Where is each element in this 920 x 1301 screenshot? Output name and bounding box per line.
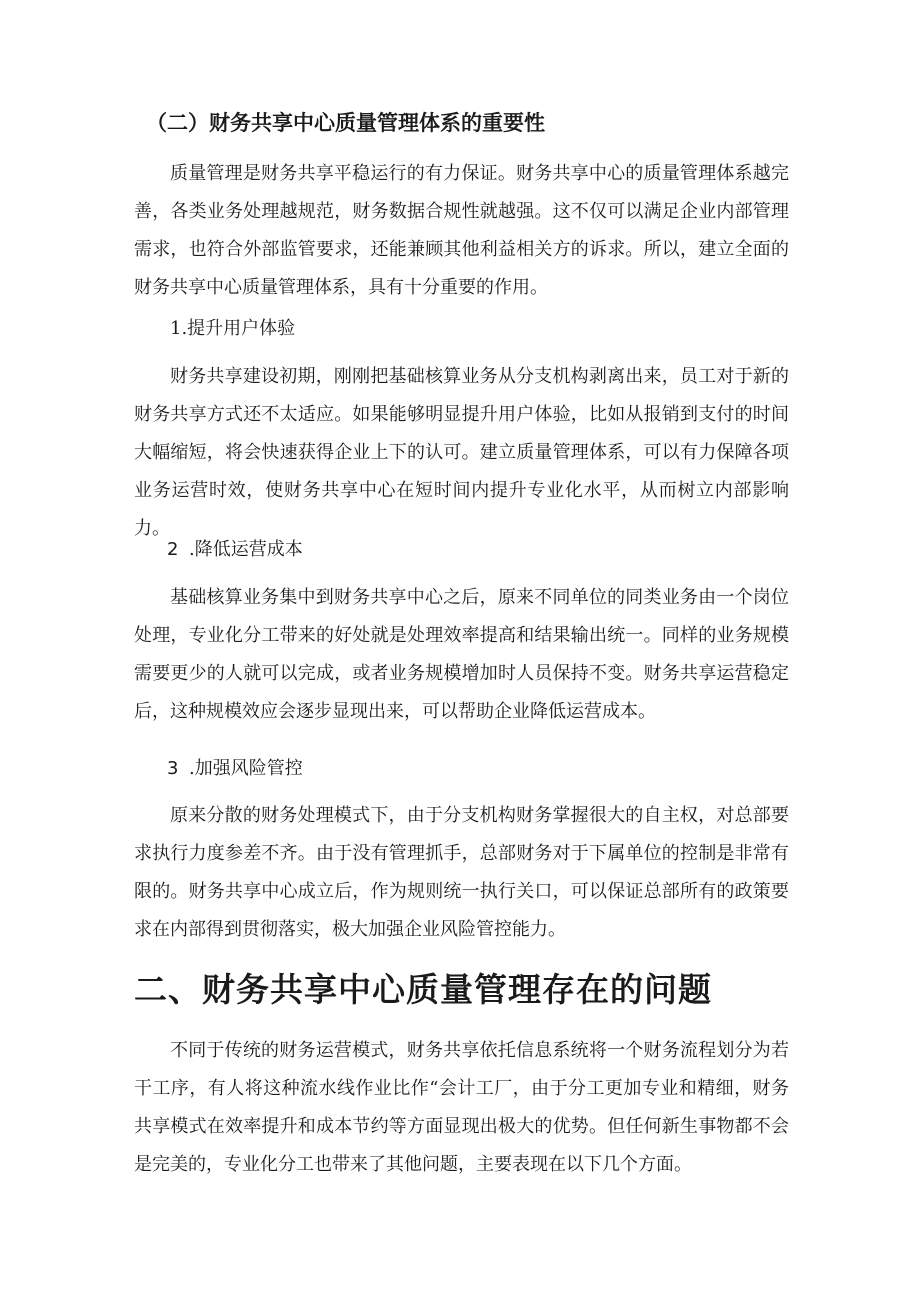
item-number: 3 (167, 758, 179, 779)
section-title: 二、财务共享中心质量管理存在的问题 (134, 970, 712, 1009)
paragraph-user-experience: 财务共享建设初期，刚刚把基础核算业务从分支机构剥离出来，员工对于新的财务共享方式还不太适应。如果能够明显提升用户体验，比如从报销到支付的时间大幅缩短，将会快速获得企业上下的认可。建立质量管理体系，可以有力保障各项业务运营时效，使财务共享中心在短时间内提升专业化水平，从而树立内部影响力。 (134, 366, 789, 539)
item-title-reduce-cost (167, 537, 303, 563)
item-title-text: .加强风险管控 (189, 758, 303, 779)
item-number: 2 (167, 539, 179, 560)
intro-paragraph: 质量管理是财务共享平稳运行的有力保证。财务共享中心的质量管理体系越完善，各类业务处理越规范，财务数据合规性就越强。这不仅可以满足企业内部管理需求，也符合外部监管要求，还能兼顾其他利益相关方的诉求。所以，建立全面的财务共享中心质量管理体系，具有十分重要的作用。 (134, 163, 789, 298)
item-title-risk-control (167, 756, 303, 782)
subsection-title: （二）财务共享中心质量管理体系的重要性 (146, 110, 545, 135)
item-title-text: .降低运营成本 (189, 539, 303, 560)
section-paragraph: 不同于传统的财务运营模式，财务共享依托信息系统将一个财务流程划分为若干工序，有人将这种流水线作业比作“会计工厂，由于分工更加专业和精细，财务共享模式在效率提升和成本节约等方面显现出极大的优势。但任何新生事物都不会是完美的，专业化分工也带来了其他问题，主要表现在以下几个方面。 (134, 1040, 789, 1175)
item-title-user-experience: 1.提升用户体验 (170, 318, 296, 339)
paragraph-reduce-cost: 基础核算业务集中到财务共享中心之后，原来不同单位的同类业务由一个岗位处理，专业化分工带来的好处就是处理效率提高和结果输出统一。同样的业务规模需要更少的人就可以完成，或者业务规模增加时人员保持不变。财务共享运营稳定后，这种规模效应会逐步显现出来，可以帮助企业降低运营成本。 (134, 587, 789, 722)
paragraph-risk-control: 原来分散的财务处理模式下，由于分支机构财务掌握很大的自主权，对总部要求执行力度参差不齐。由于没有管理抓手，总部财务对于下属单位的控制是非常有限的。财务共享中心成立后，作为规则统一执行关口，可以保证总部所有的政策要求在内部得到贯彻落实，极大加强企业风险管控能力。 (134, 805, 789, 940)
